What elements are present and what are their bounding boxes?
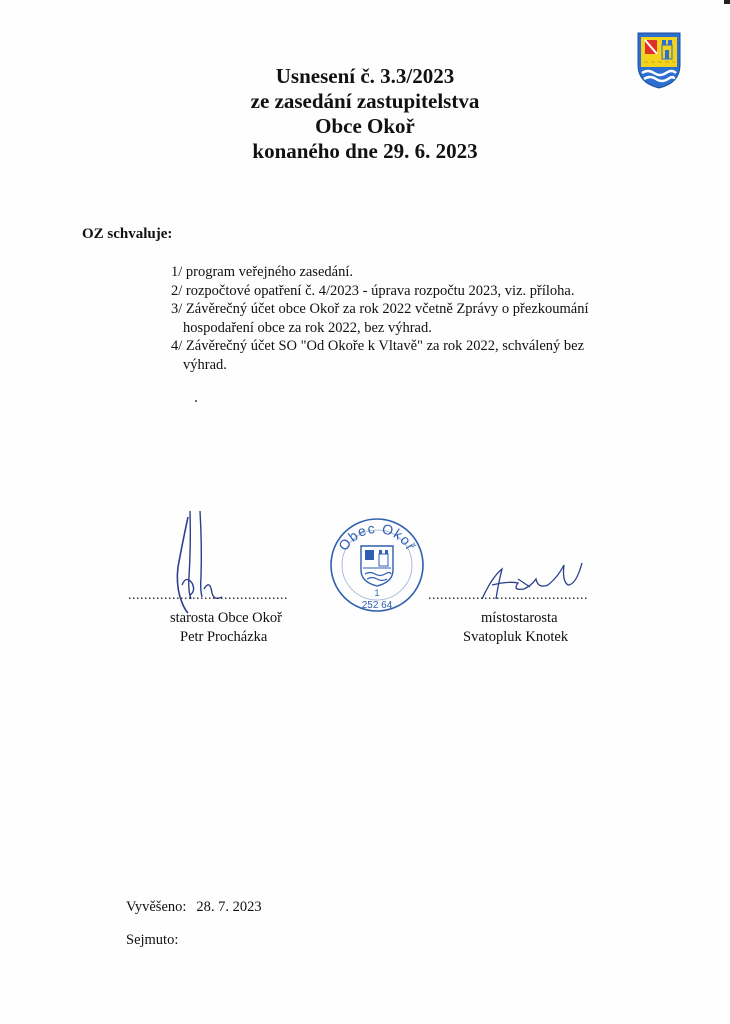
title-line-3: Obce Okoř — [315, 114, 415, 138]
list-item — [171, 300, 621, 337]
removed-date-row — [126, 932, 178, 949]
list-item-text: 3/ Závěrečný účet obce Okoř za rok 2022 včetně Zprávy o přezkoumání — [171, 301, 589, 317]
stamp-number: 1 — [374, 588, 380, 598]
posted-label: Vyvěšeno: — [126, 899, 187, 915]
mayor-role: starosta Obce Okoř — [170, 610, 282, 626]
scan-edge-mark — [724, 0, 730, 4]
list-item-continuation: hospodaření obce za rok 2022, bez výhrad. — [183, 319, 432, 336]
deputy-mayor-name: Svatopluk Knotek — [463, 629, 569, 645]
signature-line-right: ........................................ — [428, 588, 588, 603]
posted-value: 28. 7. 2023 — [196, 899, 262, 915]
posted-date-row — [126, 899, 262, 916]
resolution-title — [150, 64, 580, 164]
stamp-arc-text: Obec Okoř — [335, 519, 420, 554]
signature-line-left: ........................................ — [128, 588, 288, 603]
list-item-continuation: výhrad. — [183, 356, 227, 373]
mayor-name: Petr Procházka — [180, 629, 268, 645]
section-heading: OZ schvaluje: — [82, 226, 173, 242]
list-item-text: 1/ program veřejného zasedání. — [171, 264, 353, 280]
stray-mark — [195, 400, 197, 402]
list-item — [171, 337, 621, 374]
coat-of-arms-icon — [636, 31, 682, 89]
list-item-text: 4/ Závěrečný účet SO "Od Okoře k Vltavě" za rok 2022, schválený bez — [171, 338, 585, 354]
deputy-mayor-role: místostarosta — [481, 610, 558, 626]
title-line-1: Usnesení č. 3.3/2023 — [275, 64, 455, 88]
list-item — [171, 282, 621, 301]
official-stamp-icon — [328, 516, 426, 614]
list-item-text: 2/ rozpočtové opatření č. 4/2023 - úprava rozpočtu 2023, viz. příloha. — [171, 282, 575, 299]
stamp-postal-code: 252 64 — [361, 600, 393, 611]
title-line-4: konaného dne 29. 6. 2023 — [252, 139, 478, 163]
approved-items-list — [171, 263, 621, 374]
svg-text:Obec Okoř — [335, 520, 419, 554]
removed-label: Sejmuto: — [126, 932, 179, 948]
title-line-2: ze zasedání zastupitelstva — [250, 89, 480, 113]
list-item — [171, 263, 621, 282]
